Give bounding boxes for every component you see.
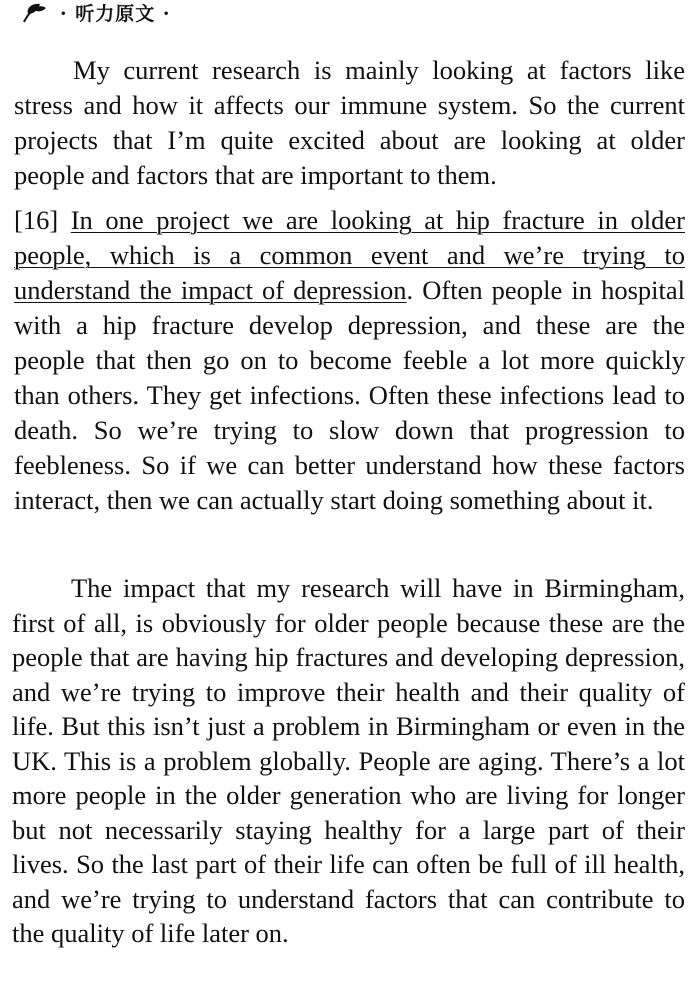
leaf-icon xyxy=(22,2,48,24)
paragraph-1: My current research is mainly looking at factors like stress and how it affects our immune system. So the current projects that I’m quite excited about are looking at older people and factors that are important to them. xyxy=(14,55,685,190)
section-header xyxy=(22,0,170,36)
question-marker: [16] xyxy=(14,205,59,235)
paragraph-3: The impact that my research will have in Birmingham, first of all, is obviously for older people because these are the people that are having hip fractures and developing depression, and we’re trying to improve their health and their quality of life. But this isn’t just a problem in Birmingham or even in the UK. This is a problem globally. People are aging. There’s a lot more people in the older generation who are living for longer but not necessarily staying healthy for a large part of their lives. So the last part of their life can often be full of ill health, and we’re trying to understand factors that can contribute to the quality of life later on. xyxy=(12,573,685,948)
section-title: · 听力原文 · xyxy=(60,2,171,25)
paragraph-2-rest: . Often people in hospital with a hip fracture develop depression, and these are the people that then go on to become feeble a lot more quickly than others. They get infections. Often these infections lead to death. So we’re trying to slow down that progression to feebleness. So if we can better understand how these factors interact, then we can actually start doing something about it. xyxy=(14,275,686,515)
paragraph-2 xyxy=(14,203,685,518)
underlined-answer-text: In one project we are looking at hip fracture in older people, which is a common event and we’re trying to understand the impact of depression xyxy=(14,205,685,305)
